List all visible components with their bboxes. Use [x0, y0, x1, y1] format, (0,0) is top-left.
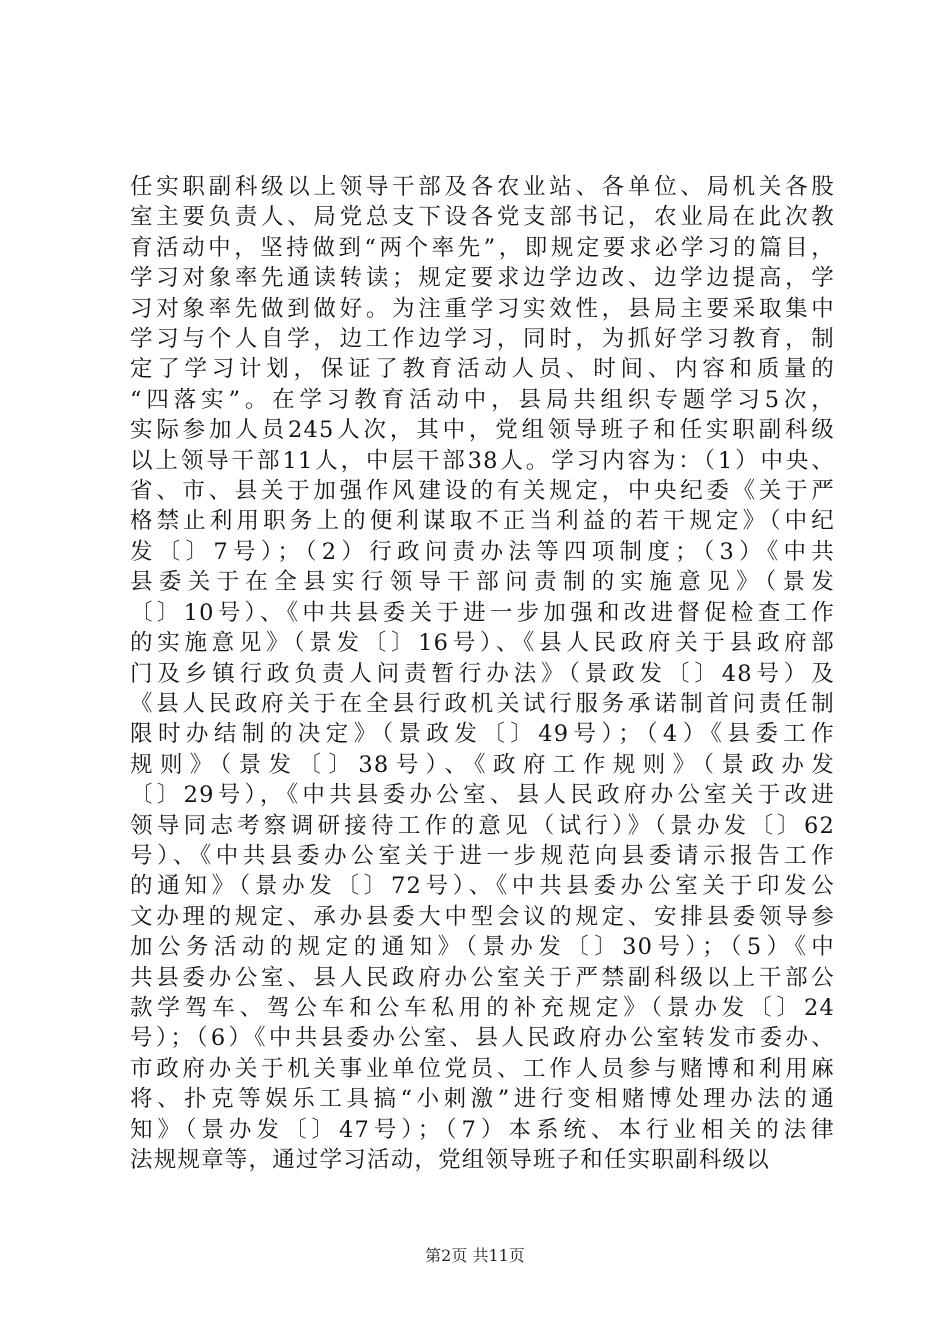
text-line: 〔〕10号）、《中共县委关于进一步加强和改进督促检查工作: [130, 599, 835, 626]
text-line: 格禁止利用职务上的便利谋取不正当利益的若干规定》（中纪: [130, 508, 835, 535]
text-line: 领导同志考察调研接待工作的意见（试行）》（景办发〔〕62: [130, 812, 835, 839]
text-line: 学习与个人自学，边工作边学习，同时，为抓好学习教育，制: [130, 326, 835, 353]
text-line: 的实施意见》（景发〔〕16号）、《县人民政府关于县政府部: [130, 630, 835, 657]
text-line: 任实职副科级以上领导干部及各农业站、各单位、局机关各股: [130, 174, 835, 200]
text-line: 以上领导干部11人，中层干部38人。学习内容为：（1）中央、: [130, 447, 835, 474]
text-line: 款学驾车、驾公车和公车私用的补充规定》（景办发〔〕24: [130, 994, 835, 1021]
text-line: 规则》（景发〔〕38号）、《政府工作规则》（景政办发: [130, 751, 835, 778]
body-text: [130, 172, 835, 1175]
text-line: 法规规章等，通过学习活动，党组领导班子和任实职副科级以: [130, 1147, 770, 1173]
text-line: 室主要负责人、局党总支下设各党支部书记，农业局在此次教: [130, 204, 835, 231]
text-line: 文办理的规定、承办县委大中型会议的规定、安排县委领导参: [130, 903, 835, 930]
text-line: 共县委办公室、县人民政府办公室关于严禁副科级以上干部公: [130, 964, 835, 991]
text-line: 习对象率先做到做好。为注重学习实效性，县局主要采取集中: [130, 295, 835, 322]
text-line: 省、市、县关于加强作风建设的有关规定，中央纪委《关于严: [130, 478, 835, 505]
text-line: 知》（景办发〔〕47号）；（7）本系统、本行业相关的法律: [130, 1116, 835, 1143]
text-line: 《县人民政府关于在全县行政机关试行服务承诺制首问责任制: [130, 690, 835, 717]
page-number-footer: 第2页 共11页: [425, 1246, 525, 1265]
text-line: 限时办结制的决定》（景政发〔〕49号）；（4）《县委工作: [130, 721, 835, 748]
text-line: “四落实”。在学习教育活动中，县局共组织专题学习5次，: [130, 386, 835, 413]
text-line: 将、扑克等娱乐工具搞“小刺激”进行变相赌博处理办法的通: [130, 1086, 835, 1113]
text-line: 号）；（6）《中共县委办公室、县人民政府办公室转发市委办、: [130, 1025, 835, 1052]
text-line: 定了学习计划，保证了教育活动人员、时间、内容和质量的: [130, 356, 835, 383]
text-line: 加公务活动的规定的通知》（景办发〔〕30号）；（5）《中: [130, 934, 835, 961]
text-line: 市政府办关于机关事业单位党员、工作人员参与赌博和利用麻: [130, 1055, 835, 1082]
text-line: 育活动中，坚持做到“两个率先”，即规定要求必学习的篇目，: [130, 234, 835, 261]
text-line: 〔〕29号），《中共县委办公室、县人民政府办公室关于改进: [130, 782, 835, 809]
text-line: 门及乡镇行政负责人问责暂行办法》（景政发〔〕48号）及: [130, 660, 835, 687]
text-line: 发〔〕7号）；（2）行政问责办法等四项制度；（3）《中共: [130, 538, 835, 565]
text-line: 的通知》（景办发〔〕72号）、《中共县委办公室关于印发公: [130, 873, 835, 900]
text-line: 学习对象率先通读转读；规定要求边学边改、边学边提高，学: [130, 265, 835, 292]
text-line: 县委关于在全县实行领导干部问责制的实施意见》（景发: [130, 569, 835, 596]
text-line: 号）、《中共县委办公室关于进一步规范向县委请示报告工作: [130, 842, 835, 869]
text-line: 实际参加人员245人次，其中，党组领导班子和任实职副科级: [130, 417, 835, 444]
